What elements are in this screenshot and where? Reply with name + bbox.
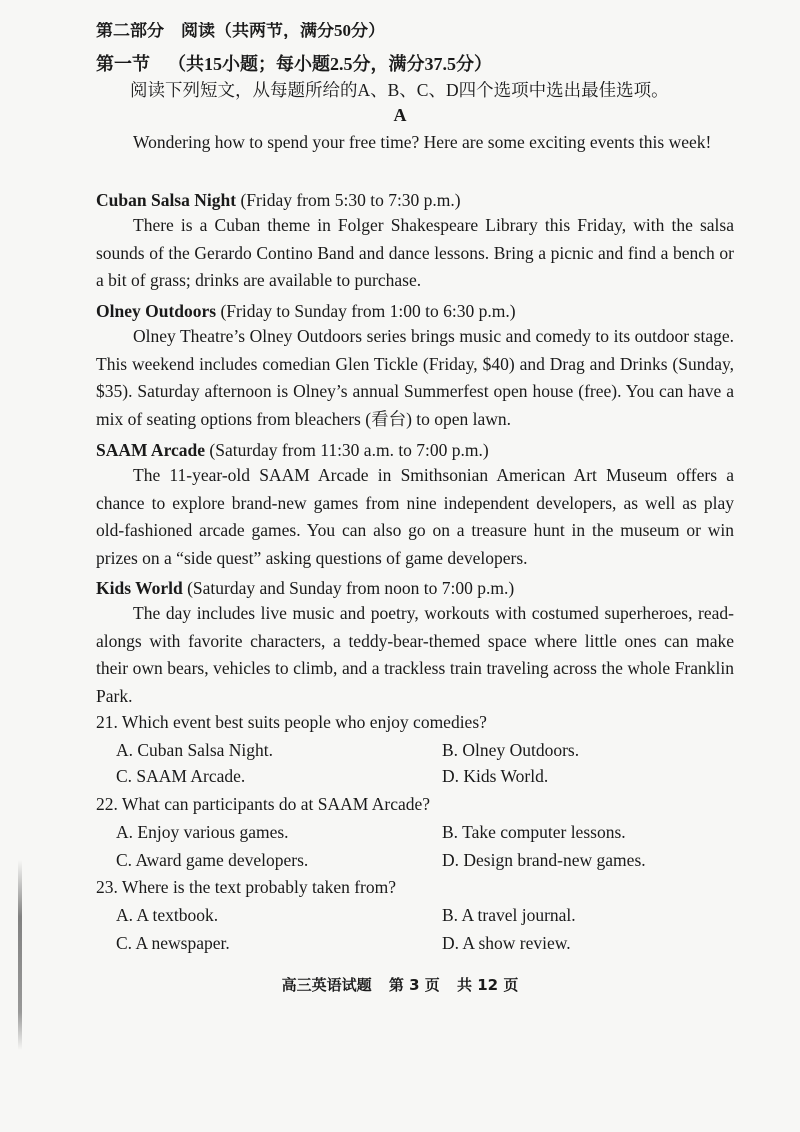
- question-22-stem: 22. What can participants do at SAAM Arcade?: [96, 794, 431, 814]
- question-22-option-d[interactable]: D. Design brand-new games.: [442, 850, 646, 870]
- event-title-kids-world: Kids World (Saturday and Sunday from noon to 7:00 p.m.): [96, 578, 515, 598]
- event-body-olney-outdoors: Olney Theatre’s Olney Outdoors series brings music and comedy to its outdoor stage. This weekend includes comedian Glen Tickle (Friday, $40) and Drag and Drinks (Sunday, $35). Saturday afternoon is Olney’s annual Summerfest open house (free). You can have a mix of seating options from bleachers (看台) to open lawn.: [96, 326, 734, 429]
- event-title-saam-arcade: SAAM Arcade (Saturday from 11:30 a.m. to 7:00 p.m.): [96, 440, 489, 460]
- part-title-cut: 第二部分 阅读（共两节，满分50分）: [96, 22, 385, 39]
- question-23-option-a[interactable]: A. A textbook.: [116, 905, 219, 925]
- question-21-option-d[interactable]: D. Kids World.: [442, 766, 549, 786]
- section-info: （共15小题；每小题2.5分，满分37.5分）: [168, 54, 492, 74]
- question-21-option-c[interactable]: C. SAAM Arcade.: [116, 766, 246, 786]
- question-22-option-b[interactable]: B. Take computer lessons.: [442, 822, 626, 842]
- question-22-option-c[interactable]: C. Award game developers.: [116, 850, 309, 870]
- event-body-kids-world: The day includes live music and poetry, workouts with costumed superheroes, read-alongs with favorite characters, a teddy-bear-themed space where little ones can make their own bears, vehicles to climb, and a trackless train traveling across the whole Franklin Park.: [96, 603, 734, 706]
- page-footer: [0, 974, 800, 995]
- question-23-option-c[interactable]: C. A newspaper.: [116, 933, 230, 953]
- footer-total-pages: 共 12 页: [457, 976, 519, 994]
- section-header: [96, 50, 492, 76]
- instruction: 阅读下列短文，从每题所给的A、B、C、D四个选项中选出最佳选项。: [130, 80, 669, 100]
- passage-letter: A: [393, 105, 407, 125]
- passage-intro: Wondering how to spend your free time? Here are some exciting events this week!: [133, 132, 712, 152]
- question-23-option-d[interactable]: D. A show review.: [442, 933, 571, 953]
- event-body-saam-arcade: The 11-year-old SAAM Arcade in Smithsonian American Art Museum offers a chance to explore brand-new games from nine independent developers, as well as play old-fashioned arcade games. You can also go on a treasure hunt in the museum or win prizes on a “side quest” asking questions of game developers.: [96, 465, 734, 568]
- footer-page-number: 第 3 页: [388, 976, 440, 994]
- question-23-option-b[interactable]: B. A travel journal.: [442, 905, 576, 925]
- footer-exam-name: 高三英语试题: [281, 976, 372, 994]
- scan-shadow: [18, 860, 22, 1050]
- event-title-olney-outdoors: Olney Outdoors (Friday to Sunday from 1:00 to 6:30 p.m.): [96, 301, 516, 321]
- question-23-stem: 23. Where is the text probably taken from?: [96, 877, 396, 897]
- question-21-stem: 21. Which event best suits people who enjoy comedies?: [96, 712, 487, 732]
- event-title-cuban-salsa: Cuban Salsa Night (Friday from 5:30 to 7:30 p.m.): [96, 190, 461, 210]
- section-label: 第一节: [96, 54, 150, 74]
- event-body-cuban-salsa: There is a Cuban theme in Folger Shakespeare Library this Friday, with the salsa sounds of the Gerardo Contino Band and dance lessons. Bring a picnic and find a bench or a bit of grass; drinks are available to purchase.: [96, 215, 734, 290]
- question-21-option-a[interactable]: A. Cuban Salsa Night.: [116, 740, 274, 760]
- question-22-option-a[interactable]: A. Enjoy various games.: [116, 822, 289, 842]
- question-21-option-b[interactable]: B. Olney Outdoors.: [442, 740, 580, 760]
